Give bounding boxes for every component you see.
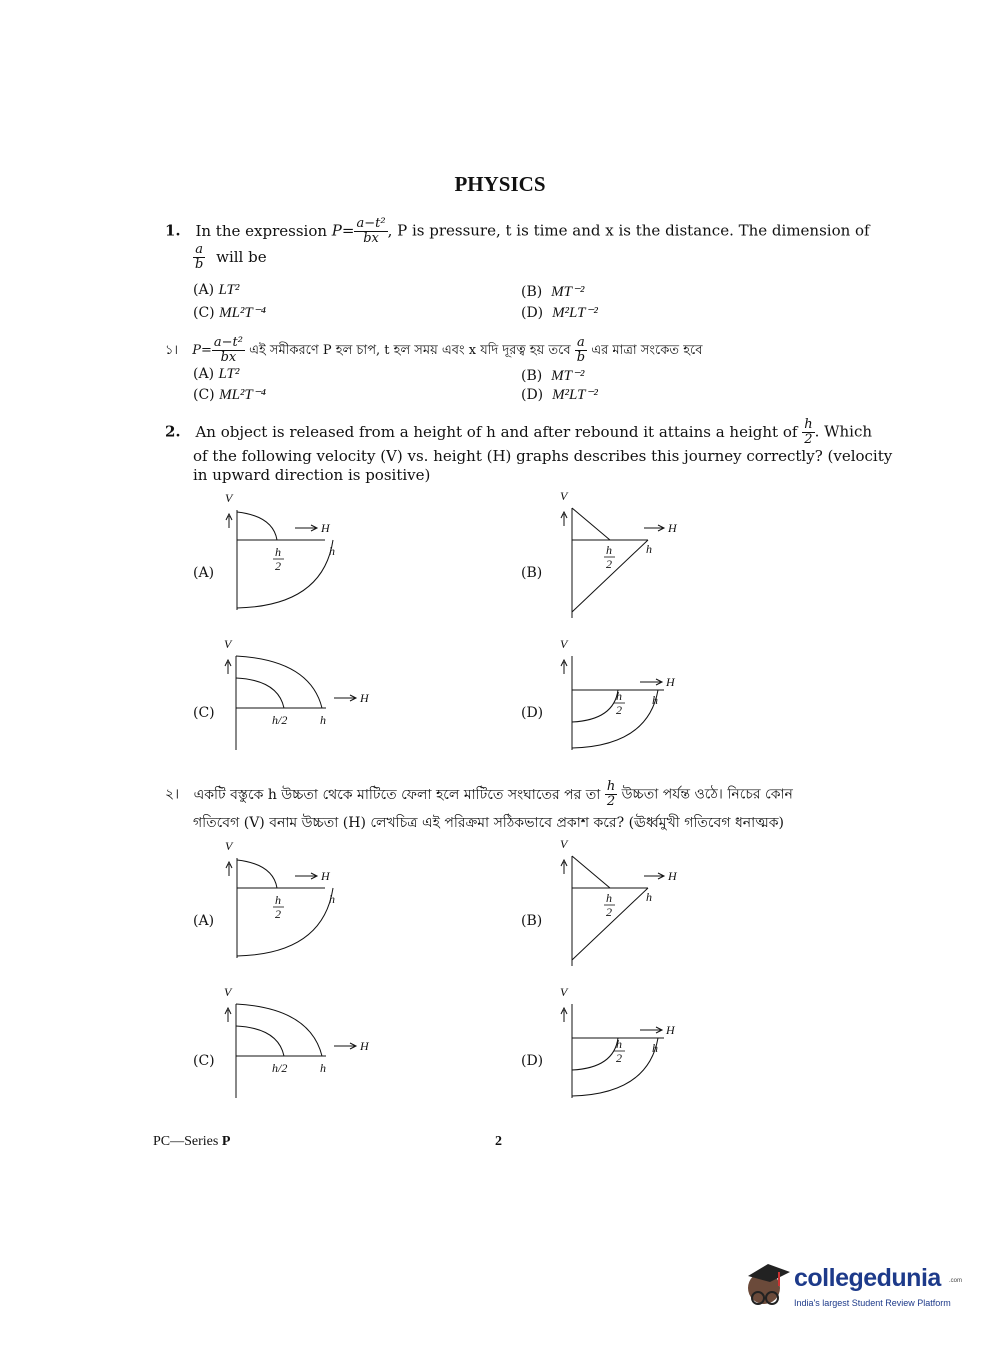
option-b-bn[interactable]: (B) MT⁻²: [521, 368, 585, 384]
graph-a-bn[interactable]: [225, 839, 375, 965]
question-number: ১।: [165, 343, 179, 358]
question-text: , P is pressure, t is time and x is the distance. The dimension of: [387, 221, 870, 240]
v-axis-label: V: [225, 491, 233, 505]
option-c[interactable]: (C) ML²T⁻⁴: [193, 305, 266, 321]
upward-curve: [237, 512, 277, 540]
question-text: এই সমীকরণে: [249, 343, 319, 358]
logo-tagline: India's largest Student Review Platform: [794, 1298, 951, 1308]
question-number: ২।: [165, 786, 180, 803]
v-axis-label: V: [224, 985, 232, 999]
h-axis-label: H: [360, 1039, 369, 1053]
outer-arc: [236, 656, 322, 708]
lower-arc: [572, 1038, 658, 1096]
outer-arc: [236, 1004, 322, 1056]
half-height-fraction: $\frac{h}{2}$: [606, 779, 616, 809]
upward-line: [572, 508, 610, 540]
question-2-stem: [165, 418, 872, 447]
question-text: একটি বস্তুকে h উচ্চতা থেকে মাটিতে ফেলা হলে মাটিতে সংঘাতের পর তা: [193, 786, 601, 803]
mascot-icon: [738, 1254, 798, 1314]
logo-dotcom: .com: [949, 1278, 963, 1284]
graph-b-bn[interactable]: [560, 837, 710, 973]
graph-label-c[interactable]: (C): [193, 705, 215, 721]
lower-arc: [572, 690, 658, 748]
half-h-den: 2: [606, 557, 612, 571]
option-d[interactable]: (D) M²LT⁻²: [521, 305, 598, 321]
h-axis-label: H: [668, 521, 677, 535]
h-axis-label: H: [668, 869, 677, 883]
upper-arc: [572, 690, 618, 722]
half-h-num: h: [616, 1037, 622, 1051]
half-h-num: h: [606, 891, 612, 905]
half-h-num: h: [275, 545, 281, 559]
graph-a[interactable]: [225, 491, 375, 617]
option-a[interactable]: (A) LT²: [193, 282, 240, 298]
option-a-bn[interactable]: (A) LT²: [193, 366, 240, 382]
h-mark: h: [329, 544, 335, 558]
v-axis-label: V: [560, 489, 568, 503]
half-h-den: 2: [616, 1051, 622, 1065]
h-mark: h: [646, 542, 652, 556]
graph-label-d-bn[interactable]: (D): [521, 1053, 544, 1069]
option-b[interactable]: (B) MT⁻²: [521, 284, 585, 300]
inner-arc: [236, 678, 284, 708]
h-mark: h: [320, 1061, 326, 1075]
question-number: 2.: [165, 422, 181, 441]
graph-label-c-bn[interactable]: (C): [193, 1053, 215, 1069]
graph-label-d[interactable]: (D): [521, 705, 544, 721]
h-axis-label: H: [666, 1023, 675, 1037]
graph-label-a[interactable]: (A): [193, 565, 215, 581]
graph-label-a-bn[interactable]: (A): [193, 913, 215, 929]
v-axis-label: V: [560, 985, 568, 999]
upward-line: [572, 856, 610, 888]
v-axis-label: V: [224, 637, 232, 651]
logo-wordmark: collegedunia: [794, 1264, 941, 1292]
h-mark: h: [652, 693, 658, 707]
collegedunia-logo: [738, 1254, 963, 1324]
half-h-den: 2: [606, 905, 612, 919]
question-text: In the expression: [195, 221, 328, 240]
inner-arc: [236, 1026, 284, 1056]
question-text: An object is released from a height of h and after rebound it attains a height of: [195, 422, 798, 441]
half-h-num: h: [616, 689, 622, 703]
question-number: 1.: [165, 221, 181, 240]
option-c-bn[interactable]: (C) ML²T⁻⁴: [193, 387, 266, 403]
question-1-bengali-stem: [165, 336, 702, 365]
upward-curve: [237, 860, 277, 888]
expression-fraction: $\frac{\text{a−t²}}{bx}$: [213, 335, 243, 365]
h-mark: h: [329, 892, 335, 906]
half-h-den: 2: [275, 559, 281, 573]
graph-label-b[interactable]: (B): [521, 565, 543, 581]
v-axis-label: V: [560, 637, 568, 651]
half-h-mark: h/2: [272, 713, 288, 727]
expression-lhs: P=: [192, 343, 212, 358]
page-number: 2: [495, 1134, 502, 1149]
question-text: P হল চাপ, t হল সময় এবং x যদি দূরত্ব হয় তবে: [322, 343, 571, 358]
expression-lhs: P=: [331, 221, 355, 240]
half-h-num: h: [606, 543, 612, 557]
question-text: will be: [216, 247, 267, 266]
question-2-bengali-stem: [165, 780, 793, 809]
question-text: এর মাত্রা সংকেত হবে: [591, 343, 703, 358]
graph-d[interactable]: [560, 637, 710, 758]
half-h-den: 2: [275, 907, 281, 921]
option-d-bn[interactable]: (D) M²LT⁻²: [521, 387, 598, 403]
half-height-fraction: $\frac{h}{2}$: [804, 417, 813, 447]
h-axis-label: H: [321, 521, 330, 535]
h-mark: h: [652, 1041, 658, 1055]
v-axis-label: V: [225, 839, 233, 853]
question-1-stem: [165, 217, 870, 246]
graph-c[interactable]: [222, 637, 382, 758]
half-h-den: 2: [616, 703, 622, 717]
graph-label-b-bn[interactable]: (B): [521, 913, 543, 929]
question-text: উচ্চতা পর্যন্ত ওঠে। নিচের কোন: [621, 786, 793, 803]
h-mark: h: [320, 713, 326, 727]
h-mark: h: [646, 890, 652, 904]
downward-curve: [237, 888, 333, 956]
h-axis-label: H: [360, 691, 369, 705]
graph-c-bn[interactable]: [222, 985, 382, 1106]
half-h-mark: h/2: [272, 1061, 288, 1075]
question-1-stem-cont: [193, 243, 267, 272]
upper-arc: [572, 1038, 618, 1070]
downward-curve: [237, 540, 333, 608]
half-h-num: h: [275, 893, 281, 907]
question-2-line3: in upward direction is positive): [193, 466, 431, 484]
question-2-bengali-line2: গতিবেগ (V) বনাম উচ্চতা (H) লেখচিত্র এই পরিক্রমা সঠিকভাবে প্রকাশ করে? (ঊর্ধ্বমুখী গতিবেগ ধনাত্মক): [193, 815, 784, 831]
graph-b[interactable]: [560, 489, 710, 625]
question-text: . Which: [814, 422, 873, 441]
graph-d-bn[interactable]: [560, 985, 710, 1106]
page-title: PHYSICS: [454, 172, 546, 196]
question-2-line2: of the following velocity (V) vs. height (H) graphs describes this journey correctly? (velocity: [193, 447, 893, 465]
ratio-fraction: $\frac{a}{b}$: [576, 335, 586, 365]
expression-fraction: $\frac{\text{a−t²}}{bx}$: [356, 216, 386, 246]
v-axis-label: V: [560, 837, 568, 851]
series-footer: PC—Series P: [153, 1134, 231, 1149]
h-axis-label: H: [321, 869, 330, 883]
h-axis-label: H: [666, 675, 675, 689]
ratio-fraction: $\frac{a}{b}$: [195, 242, 204, 272]
